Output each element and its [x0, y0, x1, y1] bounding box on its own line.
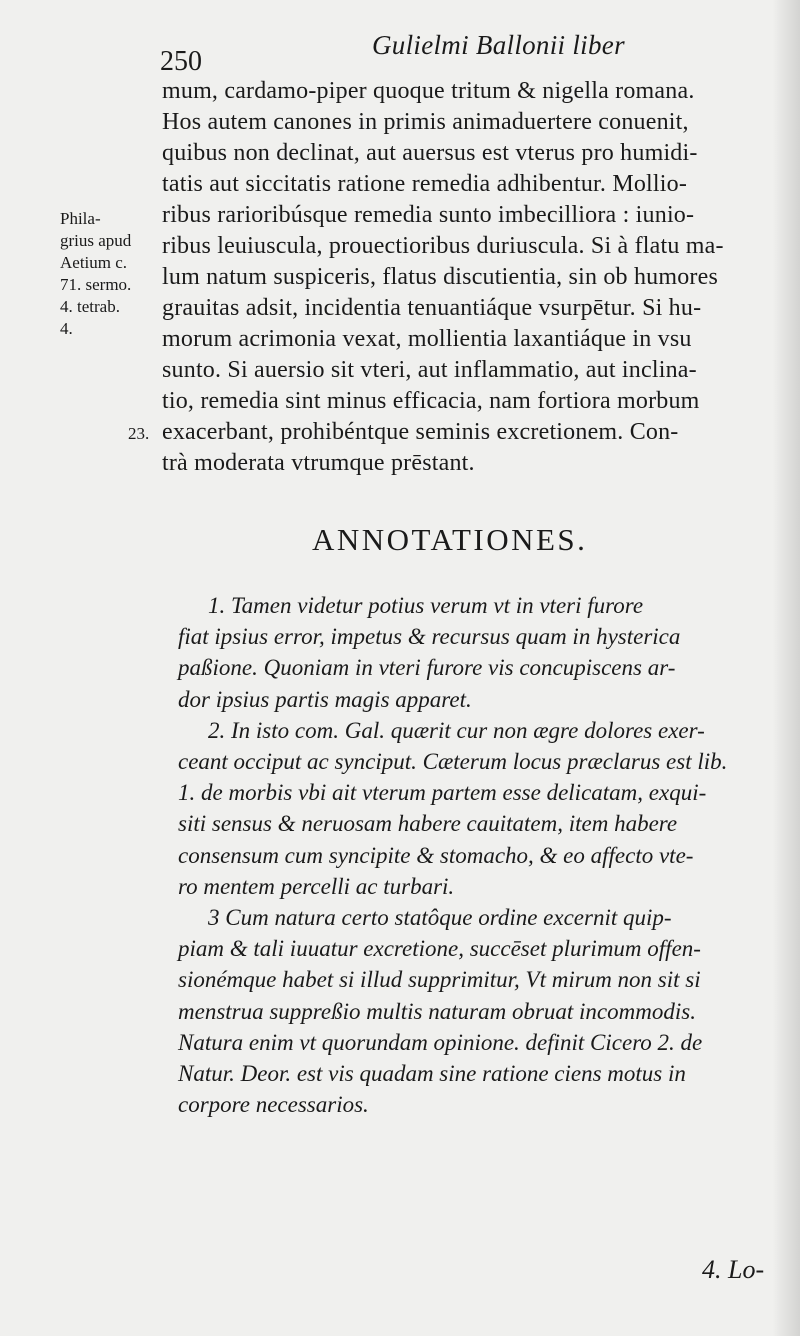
margin-line-number: 23. — [128, 424, 150, 443]
annotations-text — [178, 590, 768, 1120]
running-title: Gulielmi Ballonii liber — [372, 30, 625, 60]
annotation-line: corpore necessarios. — [178, 1092, 369, 1118]
catchword: 4. Lo- — [702, 1255, 765, 1284]
annotation-line: Natur. Deor. est vis quadam sine ratione ciens motus in — [178, 1061, 686, 1087]
text-line: grauitas adsit, incidentia tenuantiáque vsurpētur. Si hu- — [162, 295, 702, 321]
margin-note-line: Phila- — [60, 209, 101, 228]
annotation-line: Natura enim vt quorundam opinione. definit Cicero 2. de — [178, 1029, 703, 1055]
annotation-line: paßione. Quoniam in vteri furore vis concupiscens ar- — [178, 655, 676, 681]
text-line: ribus leuiuscula, prouectioribus duriuscula. Si à flatu ma- — [162, 233, 724, 259]
annotation-line: fiat ipsius error, impetus & recursus quam in hysterica — [178, 624, 681, 650]
text-line: trà moderata vtrumque prēstant. — [162, 450, 475, 476]
annotation-line: siti sensus & neruosam habere cauitatem, item habere — [178, 811, 678, 837]
page-header — [160, 28, 740, 77]
text-line: lum natum suspiceris, flatus discutientia, sin ob humores — [162, 264, 718, 290]
text-line: mum, cardamo-piper quoque tritum & nigella romana. — [162, 78, 695, 104]
margin-note-line: Aetium c. — [60, 253, 128, 272]
annotation-line: 1. Tamen videtur potius verum vt in vteri furore — [208, 593, 644, 618]
spine-shadow — [772, 0, 800, 1336]
section-title: ANNOTATIONES. — [312, 522, 588, 557]
margin-note-line: grius apud — [60, 231, 132, 250]
text-line: quibus non declinat, aut auersus est vterus pro humidi- — [162, 140, 698, 166]
page-number: 250 — [160, 46, 202, 77]
text-line: tio, remedia sint minus efficacia, nam fortiora morbum — [162, 388, 700, 414]
annotation-line: piam & tali iuuatur excretione, succēset plurimum offen- — [178, 936, 701, 962]
annotation-line: ceant occiput ac synciput. Cæterum locus præclarus est lib. — [178, 749, 728, 775]
annotation-line: ro mentem percelli ac turbari. — [178, 873, 455, 899]
annotation-line: menstrua suppreßio multis naturam obruat incommodis. — [178, 998, 696, 1024]
annotation-line: sionémque habet si illud supprimitur, Vt mirum non sit si — [178, 967, 701, 993]
margin-note-line: 71. sermo. — [60, 275, 132, 294]
text-line: exacerbant, prohibéntque seminis excretionem. Con- — [162, 419, 679, 445]
annotation-line: 3 Cum natura certo statôque ordine excernit quip- — [208, 905, 672, 931]
annotation-line: 2. In isto com. Gal. quærit cur non ægre dolores exer- — [208, 717, 705, 743]
annotation-line: 1. de morbis vbi ait vterum partem esse delicatam, exqui- — [178, 780, 707, 806]
margin-note-line: 4. tetrab. — [60, 297, 120, 316]
text-line: tatis aut siccitatis ratione remedia adhibentur. Mollio- — [162, 171, 688, 197]
margin-note-line: 4. — [60, 319, 73, 338]
main-text — [162, 76, 762, 479]
margin-note — [60, 208, 160, 340]
text-line: morum acrimonia vexat, mollientia laxantiáque in vsu — [162, 326, 692, 352]
text-line: Hos autem canones in primis animaduertere conuenit, — [162, 109, 689, 135]
text-line: ribus rarioribúsque remedia sunto imbecilliora : iunio- — [162, 202, 695, 228]
annotation-line: dor ipsius partis magis apparet. — [178, 686, 472, 712]
annotation-line: consensum cum syncipite & stomacho, & eo affecto vte- — [178, 842, 694, 868]
text-line: sunto. Si auersio sit vteri, aut inflammatio, aut inclina- — [162, 357, 697, 383]
